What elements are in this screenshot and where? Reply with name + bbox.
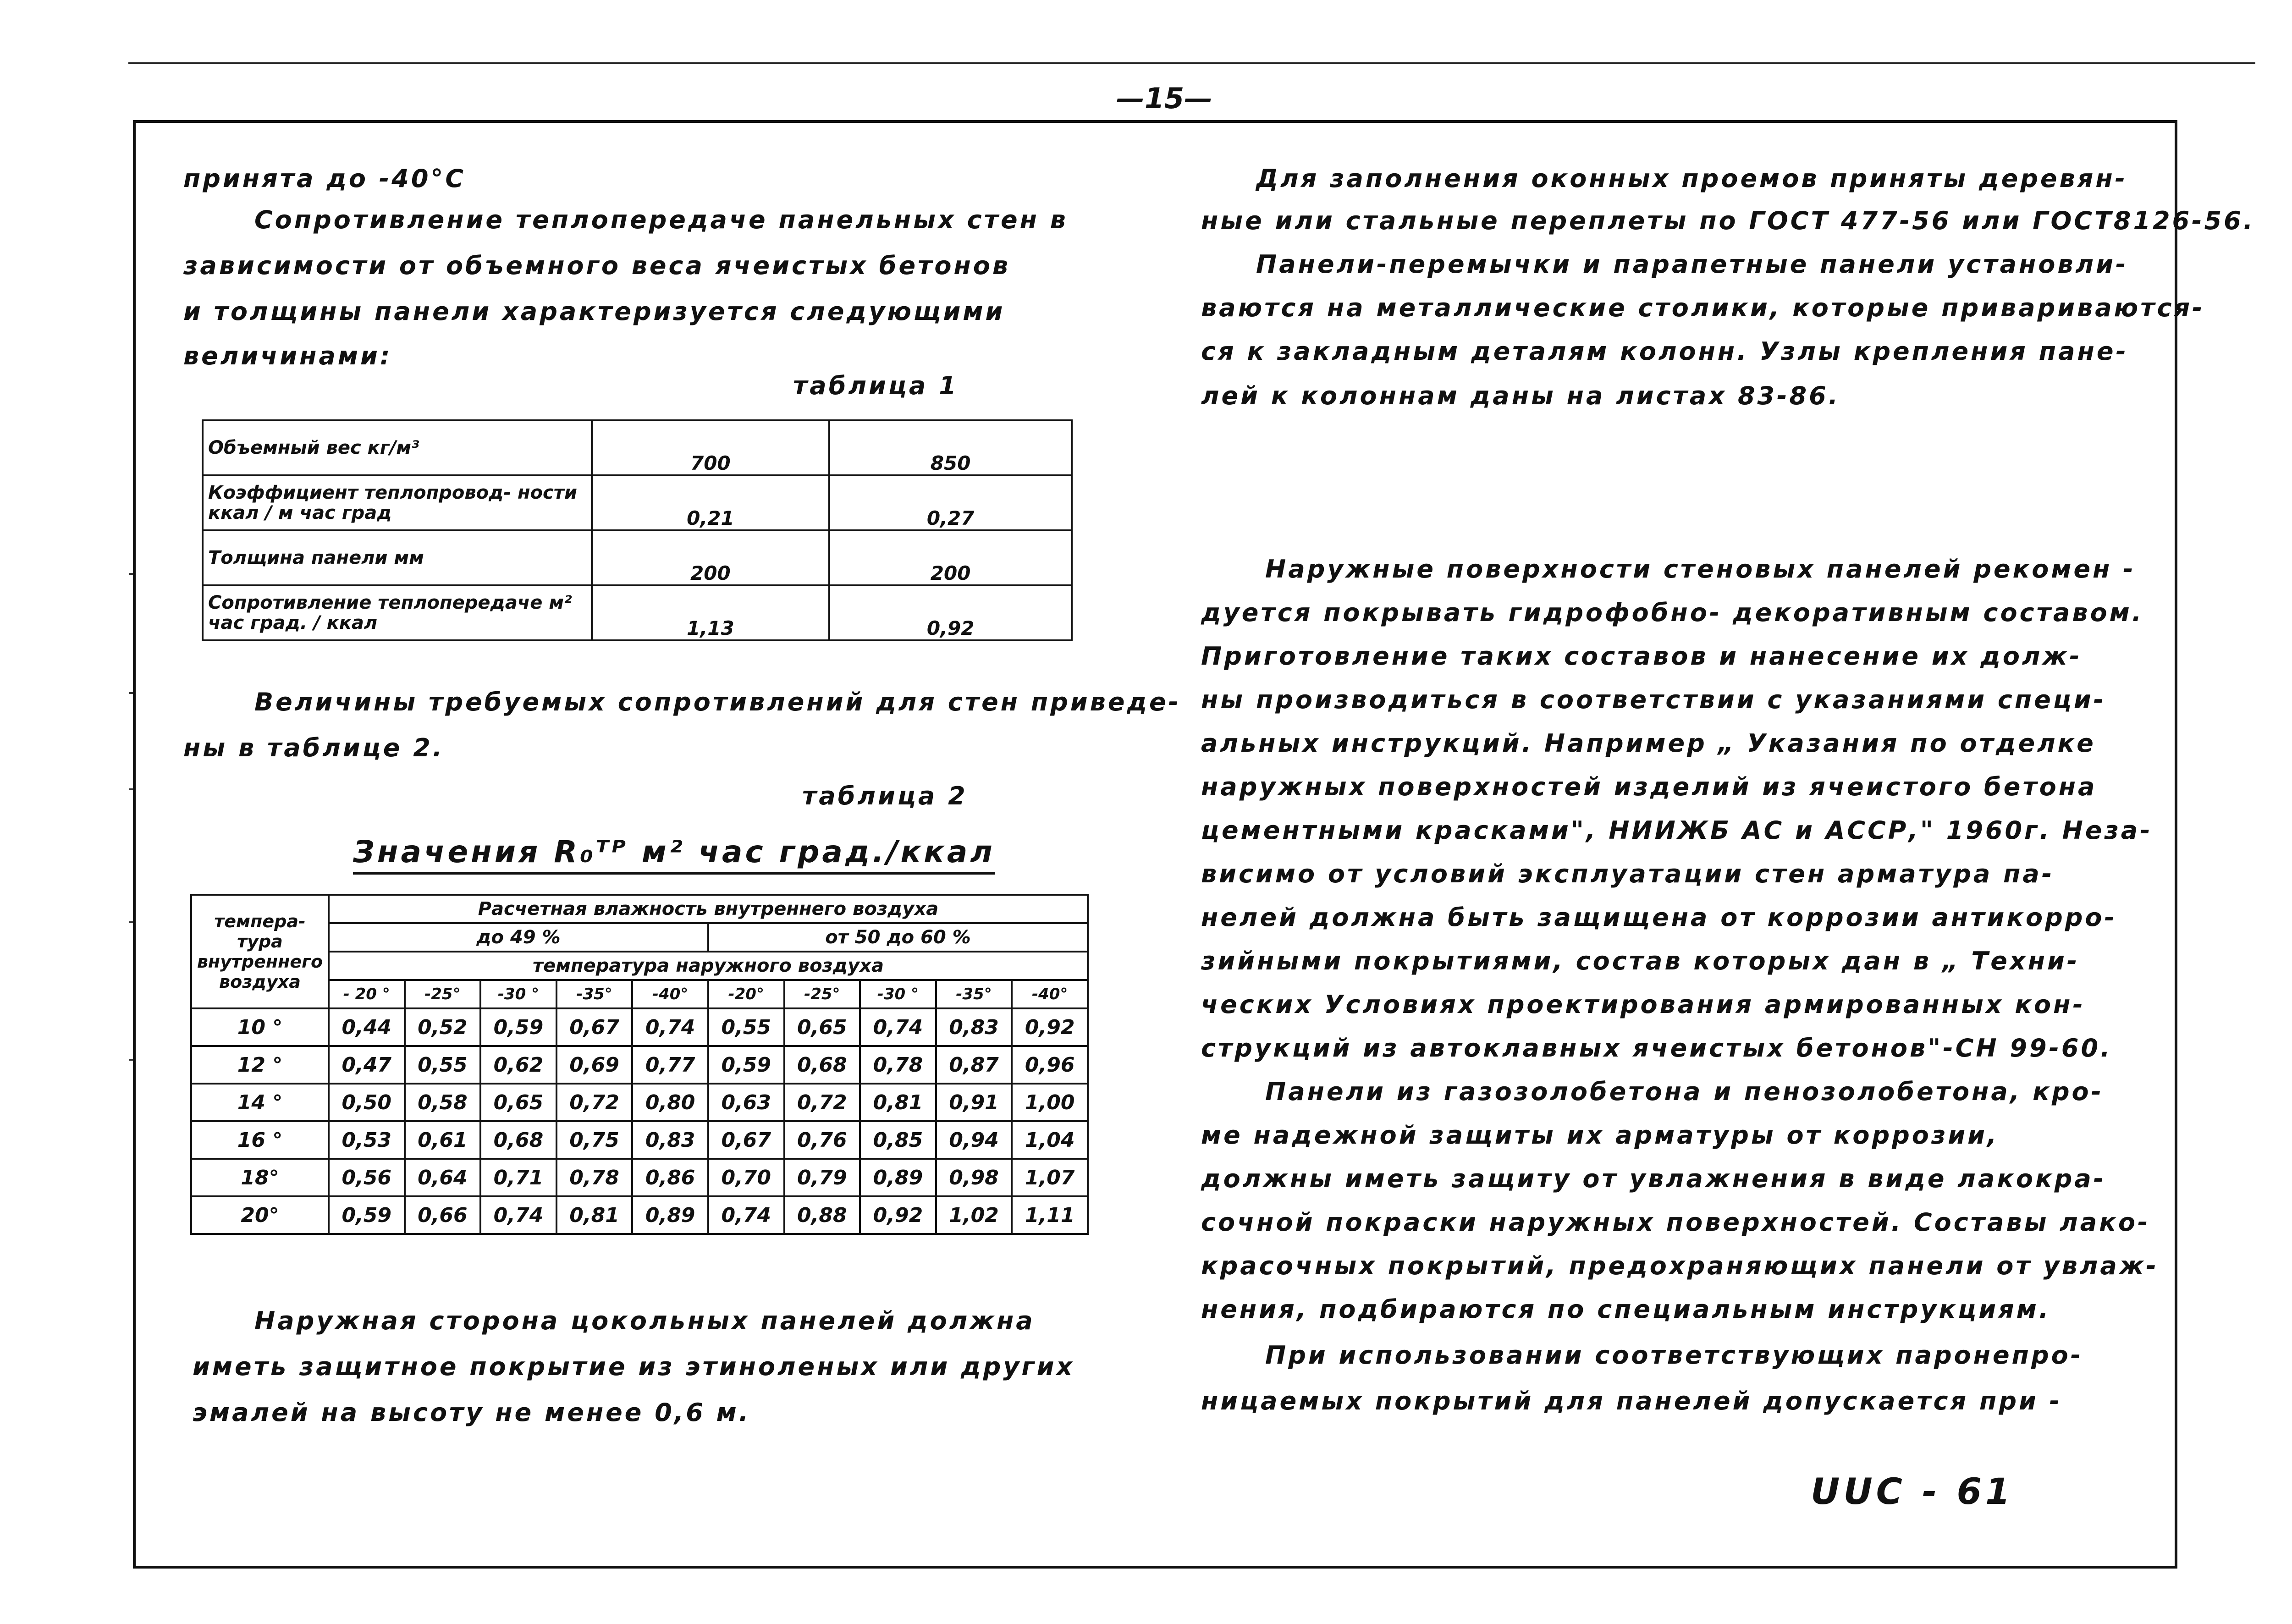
table-cell: 0,56	[329, 1159, 405, 1196]
table-cell: 0,88	[784, 1196, 860, 1234]
table-cell: 0,27	[829, 475, 1072, 530]
table-cell: 0,65	[480, 1084, 556, 1121]
table-cell: 1,11	[1012, 1196, 1088, 1234]
text-line: должны иметь защиту от увлажнения в виде лакокра-	[1201, 1164, 2106, 1193]
text-line: Сопротивление теплопередаче панельных стен в	[254, 205, 1068, 234]
table-cell: 12 °	[191, 1046, 329, 1084]
table-cell: 0,72	[784, 1084, 860, 1121]
text-line: ме надежной защиты их арматуры от коррозии,	[1201, 1121, 1999, 1150]
text-line: наружных поверхностей изделий из ячеистого бетона	[1201, 772, 2097, 801]
text-line: ваются на металлические столики, которые привариваются-	[1201, 293, 2205, 322]
table-header-cell: -30 °	[480, 980, 556, 1008]
table-cell: 0,69	[556, 1046, 633, 1084]
table-cell: 0,63	[708, 1084, 784, 1121]
text-line: ны в таблице 2.	[183, 733, 445, 762]
table-cell: 18°	[191, 1159, 329, 1196]
table-cell: 0,59	[708, 1046, 784, 1084]
table-cell: 0,81	[556, 1196, 633, 1234]
text-line: зийными покрытиями, состав которых дан в „ Техни-	[1201, 947, 2080, 975]
table-row	[191, 1084, 1088, 1121]
table-cell: 0,55	[405, 1046, 481, 1084]
table-cell: 0,44	[329, 1008, 405, 1046]
table-cell: 0,70	[708, 1159, 784, 1196]
table-header-cell: -35°	[936, 980, 1012, 1008]
table-cell: 0,67	[708, 1121, 784, 1159]
table-cell: 0,92	[829, 585, 1072, 640]
table-cell: 0,78	[860, 1046, 936, 1084]
table-1	[202, 419, 1073, 641]
table-cell: 0,81	[860, 1084, 936, 1121]
table-cell: 0,47	[329, 1046, 405, 1084]
table-row	[203, 530, 1072, 585]
table-cell: Объемный вес кг/м³	[203, 420, 592, 475]
table-row	[191, 1121, 1088, 1159]
text-line: эмалей на высоту не менее 0,6 м.	[193, 1398, 751, 1427]
text-line: дуется покрывать гидрофобно- декоративным составом.	[1201, 598, 2144, 627]
text-line: красочных покрытий, предохраняющих панели от увлаж-	[1201, 1251, 2159, 1280]
table-cell: 0,59	[480, 1008, 556, 1046]
text-line: цементными красками", НИИЖБ АС и АССР," 1960г. Неза-	[1201, 816, 2153, 845]
table-cell: 0,96	[1012, 1046, 1088, 1084]
table-cell: Коэффициент теплопровод- ности ккал / м час град	[203, 475, 592, 530]
table-cell: 0,78	[556, 1159, 633, 1196]
top-rule	[128, 62, 2255, 64]
table-cell: 1,00	[1012, 1084, 1088, 1121]
table-cell: 0,86	[632, 1159, 708, 1196]
text-line: альных инструкций. Например „ Указания по отделке	[1201, 729, 2096, 758]
table-cell: 0,64	[405, 1159, 481, 1196]
table2-heading: Значения R₀ᵀᴾ м² час град./ккал	[353, 834, 995, 870]
table-row	[203, 420, 1072, 475]
text-line: зависимости от объемного веса ячеистых бетонов	[183, 251, 1011, 280]
text-line: и толщины панели характеризуется следующими	[183, 297, 1005, 326]
text-line: ные или стальные переплеты по ГОСТ 477-56 или ГОСТ8126-56.	[1201, 206, 2255, 235]
table-header-cell: -25°	[784, 980, 860, 1008]
table-cell: 1,13	[592, 585, 830, 640]
text-line: Панели из газозолобетона и пенозолобетона, кро-	[1265, 1077, 2104, 1106]
table-cell: 0,68	[784, 1046, 860, 1084]
table-cell: 0,74	[708, 1196, 784, 1234]
text-line: Величины требуемых сопротивлений для стен приведе-	[254, 688, 1181, 716]
text-line: нелей должна быть защищена от коррозии антикорро-	[1201, 903, 2117, 932]
table-row	[191, 895, 1088, 923]
table-cell: 200	[592, 530, 830, 585]
table-cell: 0,92	[860, 1196, 936, 1234]
text-line: ницаемых покрытий для панелей допускается при -	[1201, 1387, 2062, 1415]
table-2	[190, 894, 1089, 1235]
table-cell: 0,89	[860, 1159, 936, 1196]
table-cell: 0,80	[632, 1084, 708, 1121]
table-cell: 14 °	[191, 1084, 329, 1121]
table-cell: 0,62	[480, 1046, 556, 1084]
table-cell: 0,98	[936, 1159, 1012, 1196]
text-line: Приготовление таких составов и нанесение их долж-	[1201, 642, 2082, 671]
table-cell: 0,72	[556, 1084, 633, 1121]
table-cell: 0,83	[936, 1008, 1012, 1046]
table-cell: 1,02	[936, 1196, 1012, 1234]
text-line: Наружная сторона цокольных панелей должна	[254, 1306, 1035, 1335]
table-cell: Толщина панели мм	[203, 530, 592, 585]
table-cell: Сопротивление теплопередаче м² час град. / ккал	[203, 585, 592, 640]
table-cell: 0,75	[556, 1121, 633, 1159]
table-cell: 0,74	[480, 1196, 556, 1234]
table-header-cell: температура наружного воздуха	[329, 952, 1088, 980]
table-cell: 0,85	[860, 1121, 936, 1159]
table-header-cell: от 50 до 60 %	[708, 923, 1088, 952]
table-cell: 700	[592, 420, 830, 475]
text-line: величинами:	[183, 341, 392, 370]
text-line: При использовании соответствующих паронепро-	[1265, 1341, 2083, 1370]
table-row	[203, 475, 1072, 530]
table-header-cell: -20°	[708, 980, 784, 1008]
table-header-cell: -25°	[405, 980, 481, 1008]
table-cell: 0,87	[936, 1046, 1012, 1084]
table-cell: 0,74	[632, 1008, 708, 1046]
table-cell: 20°	[191, 1196, 329, 1234]
table-cell: 0,92	[1012, 1008, 1088, 1046]
table-row	[191, 1008, 1088, 1046]
table-cell: 1,04	[1012, 1121, 1088, 1159]
text-line: сочной покраски наружных поверхностей. Составы лако-	[1201, 1208, 2150, 1237]
table-cell: 0,74	[860, 1008, 936, 1046]
table-cell: 0,66	[405, 1196, 481, 1234]
table-cell: 0,21	[592, 475, 830, 530]
table-header-cell: -30 °	[860, 980, 936, 1008]
text-line: струкций из автоклавных ячеистых бетонов"-СН 99-60.	[1201, 1034, 2112, 1062]
table-cell: 0,59	[329, 1196, 405, 1234]
table-cell: 0,58	[405, 1084, 481, 1121]
text-line: Для заполнения оконных проемов приняты деревян-	[1256, 164, 2128, 193]
table-cell: 10 °	[191, 1008, 329, 1046]
table-cell: 0,61	[405, 1121, 481, 1159]
text-line: иметь защитное покрытие из этиноленых или других	[193, 1352, 1075, 1381]
table-cell: 0,79	[784, 1159, 860, 1196]
table-row	[191, 1196, 1088, 1234]
page-number: —15—	[1116, 82, 1213, 115]
table-cell: 0,53	[329, 1121, 405, 1159]
table-cell: 0,50	[329, 1084, 405, 1121]
text-line: ческих Условиях проектирования армированных кон-	[1201, 990, 2085, 1019]
document-code: UUC - 61	[1811, 1471, 2014, 1513]
text-line: Панели-перемычки и парапетные панели установли-	[1256, 250, 2128, 279]
table-cell: 0,77	[632, 1046, 708, 1084]
table-cell: 0,91	[936, 1084, 1012, 1121]
table-cell: 0,76	[784, 1121, 860, 1159]
table-cell: 0,65	[784, 1008, 860, 1046]
table-header-cell: до 49 %	[329, 923, 708, 952]
table-cell: 0,94	[936, 1121, 1012, 1159]
table-cell: 0,68	[480, 1121, 556, 1159]
table-cell: 0,52	[405, 1008, 481, 1046]
table-row	[191, 1159, 1088, 1196]
table-cell: 0,89	[632, 1196, 708, 1234]
table-header-cell: Расчетная влажность внутреннего воздуха	[329, 895, 1088, 923]
table-cell: 0,83	[632, 1121, 708, 1159]
table-cell: 0,67	[556, 1008, 633, 1046]
table-corner-cell: темпера- тура внутреннего воздуха	[191, 895, 329, 1008]
table-header-cell: -35°	[556, 980, 633, 1008]
text-line: лей к колоннам даны на листах 83-86.	[1201, 381, 1840, 410]
text-line: висимо от условий эксплуатации стен арматура па-	[1201, 859, 2055, 888]
table-row	[191, 1046, 1088, 1084]
table-cell: 850	[829, 420, 1072, 475]
table-header-cell: -40°	[1012, 980, 1088, 1008]
table-header-cell: - 20 °	[329, 980, 405, 1008]
table-cell: 1,07	[1012, 1159, 1088, 1196]
text-line: принята до -40°С	[183, 164, 466, 193]
table1-caption: таблица 1	[793, 371, 959, 400]
table-cell: 0,71	[480, 1159, 556, 1196]
table-cell: 0,55	[708, 1008, 784, 1046]
table-row	[203, 585, 1072, 640]
table-header-cell: -40°	[632, 980, 708, 1008]
table-cell: 16 °	[191, 1121, 329, 1159]
text-line: Наружные поверхности стеновых панелей рекомен -	[1265, 555, 2136, 584]
text-line: ся к закладным деталям колонн. Узлы крепления пане-	[1201, 337, 2128, 366]
text-line: ны производиться в соответствии с указаниями специ-	[1201, 685, 2106, 714]
text-line: нения, подбираются по специальным инструкциям.	[1201, 1295, 2051, 1324]
table2-caption: таблица 2	[802, 782, 968, 810]
table-cell: 200	[829, 530, 1072, 585]
